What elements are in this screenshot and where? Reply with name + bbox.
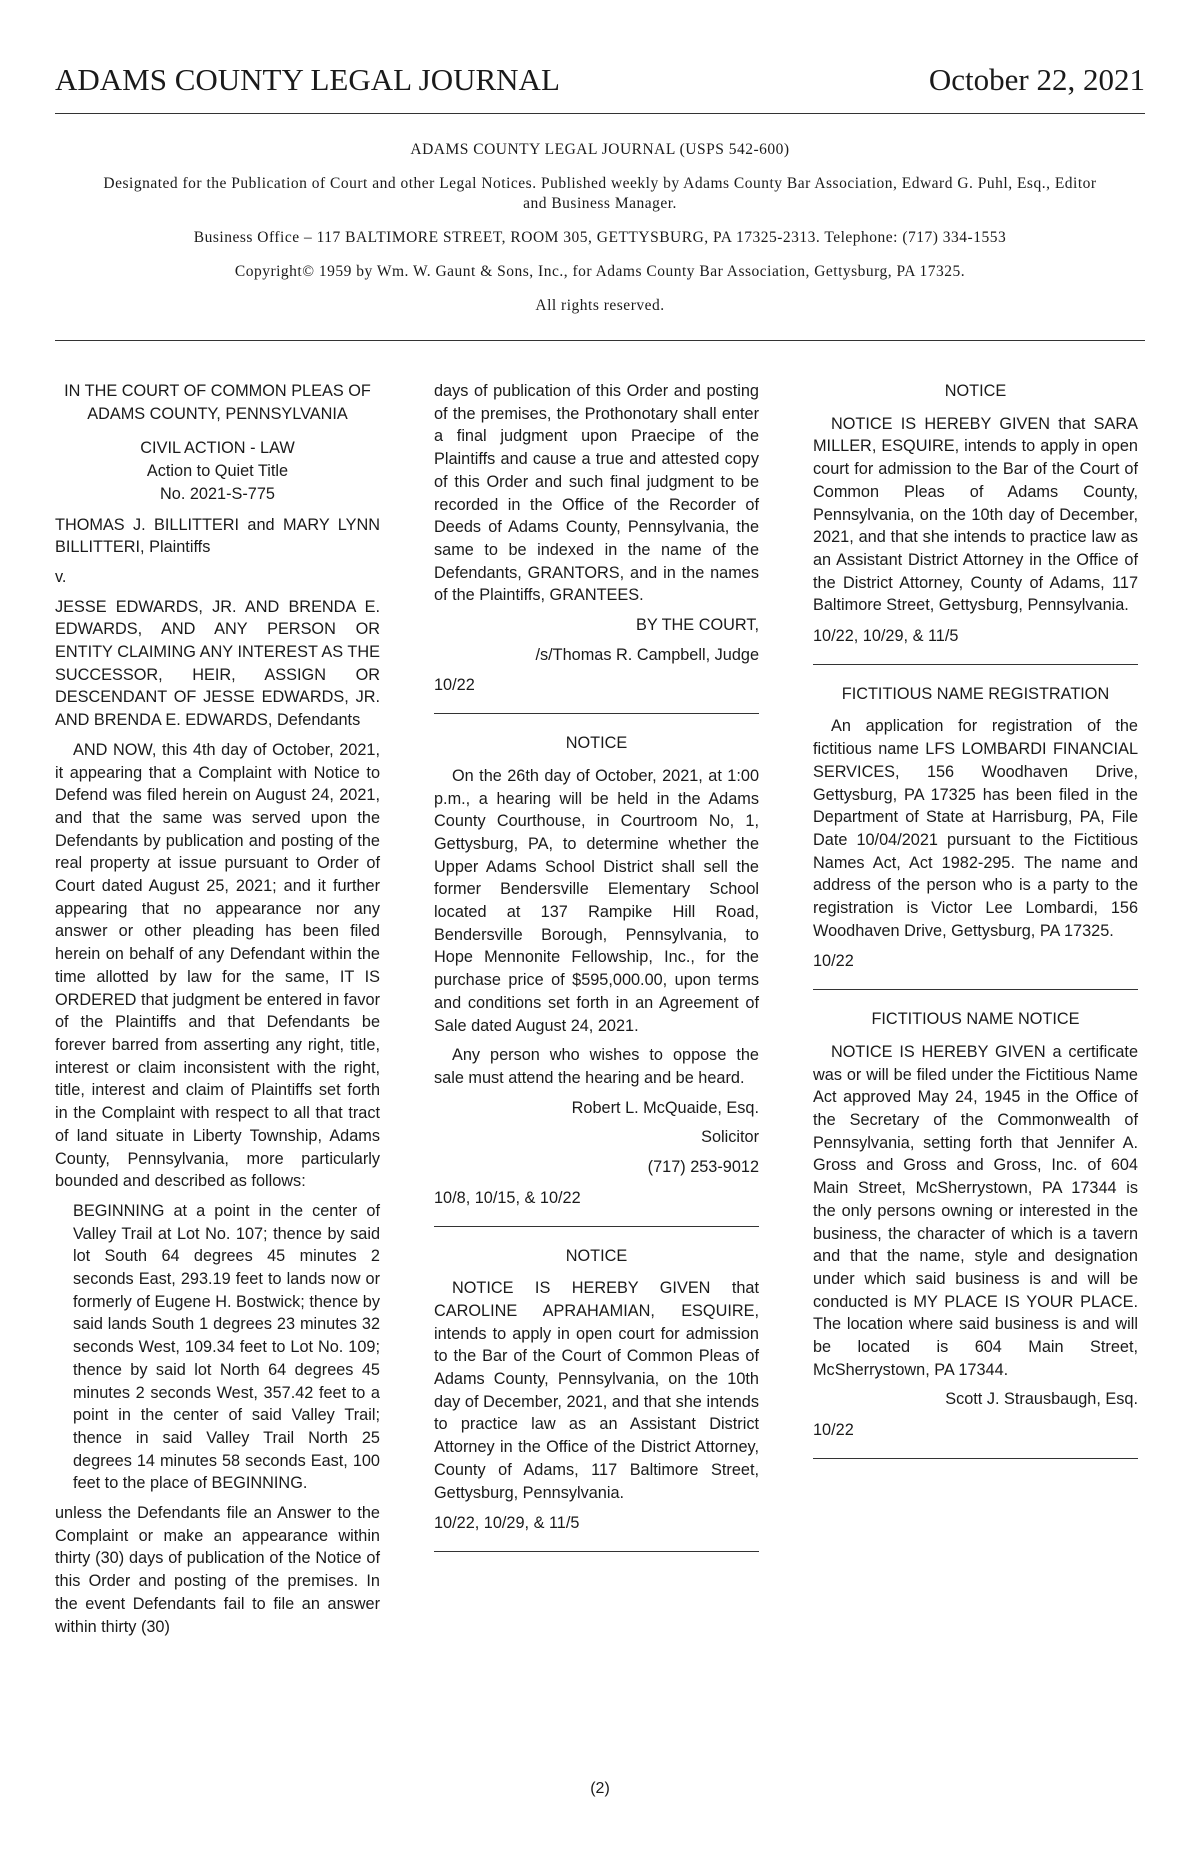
notice-date: 10/22 <box>813 952 854 971</box>
divider <box>434 713 759 714</box>
masthead-line: Business Office – 117 BALTIMORE STREET, ROOM 305, GETTYSBURG, PA 17325-2313. Telephone: (717) 334-1553 <box>193 229 1007 246</box>
notice-body: NOTICE IS HEREBY GIVEN that SARA MILLER, ESQUIRE, intends to apply in open court for admission to the Bar of the Court of Common Pleas of Adams County, Pennsylvania, on the 10th day of December, 2021, and that she intends to practice law as an Assistant District Attorney in the Office of the District Attorney, County of Adams, 117 Baltimore Street, Gettysburg, Pennsylvania. <box>813 414 1138 615</box>
order-body: AND NOW, this 4th day of October, 2021, it appearing that a Complaint with Notice to Defend was filed herein on August 24, 2021, and that the same was served upon the Defendants by publication and posting of the real property at issue pursuant to Order of Court dated August 25, 2021; and it further appearing that no appearance nor any answer or other pleading has been filed herein on behalf of any Defendant within the time allotted by law for the same, IT IS ORDERED that judgment be entered in favor of the Plaintiffs and that Defendants be forever barred from asserting any right, title, interest or claim inconsistent with the right, title, interest and claim of Plaintiffs set forth in the Complaint with respect to all that tract of land situate in Liberty Township, Adams County, Pennsylvania, more particularly bounded and described as follows: <box>55 740 380 1191</box>
column-2 <box>434 380 759 1570</box>
notice-body: NOTICE IS HEREBY GIVEN that CAROLINE APRAHAMIAN, ESQUIRE, intends to apply in open court for admission to the Bar of the Court of Common Pleas of Adams County, Pennsylvania, on the 10th day of December, 2021, and that she intends to practice law as an Assistant District Attorney in the Office of the District Attorney, County of Adams, 117 Baltimore Street, Gettysburg, Pennsylvania. <box>434 1279 759 1502</box>
action-line: CIVIL ACTION - LAW <box>140 439 295 458</box>
notice-heading: NOTICE <box>565 1246 628 1265</box>
notice-dates: 10/22, 10/29, & 11/5 <box>813 627 959 646</box>
masthead-rule <box>55 340 1145 341</box>
divider <box>813 1458 1138 1459</box>
plaintiffs: THOMAS J. BILLITTERI and MARY LYNN BILLITTERI, Plaintiffs <box>55 515 380 557</box>
notice-date: 10/22 <box>813 1421 854 1440</box>
notice-dates: 10/8, 10/15, & 10/22 <box>434 1188 581 1207</box>
notice-heading: FICTITIOUS NAME REGISTRATION <box>841 684 1110 703</box>
divider <box>434 1226 759 1227</box>
divider <box>813 989 1138 990</box>
page-number: (2) <box>590 1780 610 1797</box>
issue-date: October 22, 2021 <box>928 62 1145 97</box>
notice-heading: NOTICE <box>565 734 628 753</box>
notice-heading: FICTITIOUS NAME NOTICE <box>871 1010 1080 1029</box>
column-3 <box>813 380 1138 1477</box>
notice-body: On the 26th day of October, 2021, at 1:00 p.m., a hearing will be held in the Adams County Courthouse, in Courtroom No, 1, Gettysburg, PA, to determine whether the Upper Adams School District shall sell the former Bendersville Elementary School located at 137 Rampike Hill Road, Bendersville Borough, Pennsylvania, to Hope Mennonite Fellowship, Inc., for the purchase price of $595,000.00, upon terms and conditions set forth in an Agreement of Sale dated August 24, 2021. <box>434 766 759 1035</box>
case-number: No. 2021-S-775 <box>160 484 275 503</box>
judge-signature: /s/Thomas R. Campbell, Judge <box>535 645 759 664</box>
property-description: BEGINNING at a point in the center of Valley Trail at Lot No. 107; thence by said lot South 64 degrees 45 minutes 2 seconds East, 293.19 feet to lands now or formerly of Eugene H. Bostwick; thence by said lands South 1 degrees 23 minutes 32 seconds West, 109.34 feet to Lot No. 109; thence by said lot North 64 degrees 45 minutes 2 seconds West, 357.42 feet to a point in the center of said Valley Trail; thence in said Valley Trail North 25 degrees 14 minutes 58 seconds East, 100 feet to the place of BEGINNING. <box>73 1201 380 1493</box>
journal-title: ADAMS COUNTY LEGAL JOURNAL <box>55 62 560 97</box>
notice-body: NOTICE IS HEREBY GIVEN a certificate was or will be filed under the Fictitious Name Act approved May 24, 1945 in the Office of the Secretary of the Commonwealth of Pennsylvania, setting forth that Jennifer A. Gross and Gross and Gross, Inc. of 604 Main Street, McSherrystown, PA 17344 is the only persons owning or interested in the business, the character of which is a tavern and that the name, style and designation under which said business is and will be conducted is MY PLACE IS YOUR PLACE. The location where said business is and will be located is 604 Main Street, McSherrystown, PA 17344. <box>813 1042 1138 1379</box>
court-heading: IN THE COURT OF COMMON PLEAS OF ADAMS COUNTY, PENNSYLVANIA <box>64 382 371 423</box>
order-continuation: unless the Defendants file an Answer to the Complaint or make an appearance within thirty (30) days of publication of the Notice of this Order and posting of the premises. In the event Defendants fail to file an answer within thirty (30) <box>55 1504 380 1636</box>
signature-name: Robert L. McQuaide, Esq. <box>571 1098 759 1117</box>
masthead-line: Designated for the Publication of Court and other Legal Notices. Published weekly by Adams County Bar Association, Edward G. Puhl, Esq., Editor and Business Manager. <box>103 175 1097 212</box>
order-continuation-2: days of publication of this Order and posting of the premises, the Prothonotary shall enter a final judgment upon Praecipe of the Plaintiffs and cause a true and attested copy of this Order and such final judgment to be recorded in the Office of the Recorder of Deeds of Adams County, Pennsylvania, the same to be indexed in the name of the Defendants, GRANTORS, and in the names of the Plaintiffs, GRANTEES. <box>434 382 759 605</box>
court-signature: BY THE COURT, <box>635 616 759 635</box>
notice-body: An application for registration of the fictitious name LFS LOMBARDI FINANCIAL SERVICES, 156 Woodhaven Drive, Gettysburg, PA 17325 has been filed in the Department of State at Harrisburg, PA, File Date 10/04/2021 pursuant to the Fictitious Names Act, Act 1982-295. The name and address of the person who is a party to the registration is Victor Lee Lombardi, 156 Woodhaven Drive, Gettysburg, PA 17325. <box>813 717 1138 940</box>
signature-title: Solicitor <box>701 1128 759 1147</box>
notice-body: Any person who wishes to oppose the sale must attend the hearing and be heard. <box>434 1046 759 1087</box>
column-1 <box>55 380 380 1645</box>
masthead-line: Copyright© 1959 by Wm. W. Gaunt & Sons, Inc., for Adams County Bar Association, Gettysburg, PA 17325. <box>234 263 966 280</box>
header-rule <box>55 113 1145 114</box>
case-caption <box>55 437 380 505</box>
signature-name: Scott J. Strausbaugh, Esq. <box>945 1390 1138 1409</box>
notice-heading: NOTICE <box>944 382 1007 400</box>
divider <box>434 1551 759 1552</box>
defendants: JESSE EDWARDS, JR. AND BRENDA E. EDWARDS, AND ANY PERSON OR ENTITY CLAIMING ANY INTEREST AS THE SUCCESSOR, HEIR, ASSIGN OR DESCENDANT OF JESSE EDWARDS, JR. AND BRENDA E. EDWARDS, Defendants <box>55 597 380 730</box>
notice-dates: 10/22, 10/29, & 11/5 <box>434 1514 580 1533</box>
masthead-line: ADAMS COUNTY LEGAL JOURNAL (USPS 542-600) <box>410 141 790 158</box>
action-line: Action to Quiet Title <box>146 462 289 481</box>
masthead-line: All rights reserved. <box>535 297 665 314</box>
notice-date: 10/22 <box>434 676 475 695</box>
masthead <box>100 140 1100 330</box>
versus: v. <box>55 567 67 586</box>
page-header <box>55 62 1145 98</box>
signature-phone: (717) 253-9012 <box>647 1158 759 1177</box>
divider <box>813 664 1138 665</box>
